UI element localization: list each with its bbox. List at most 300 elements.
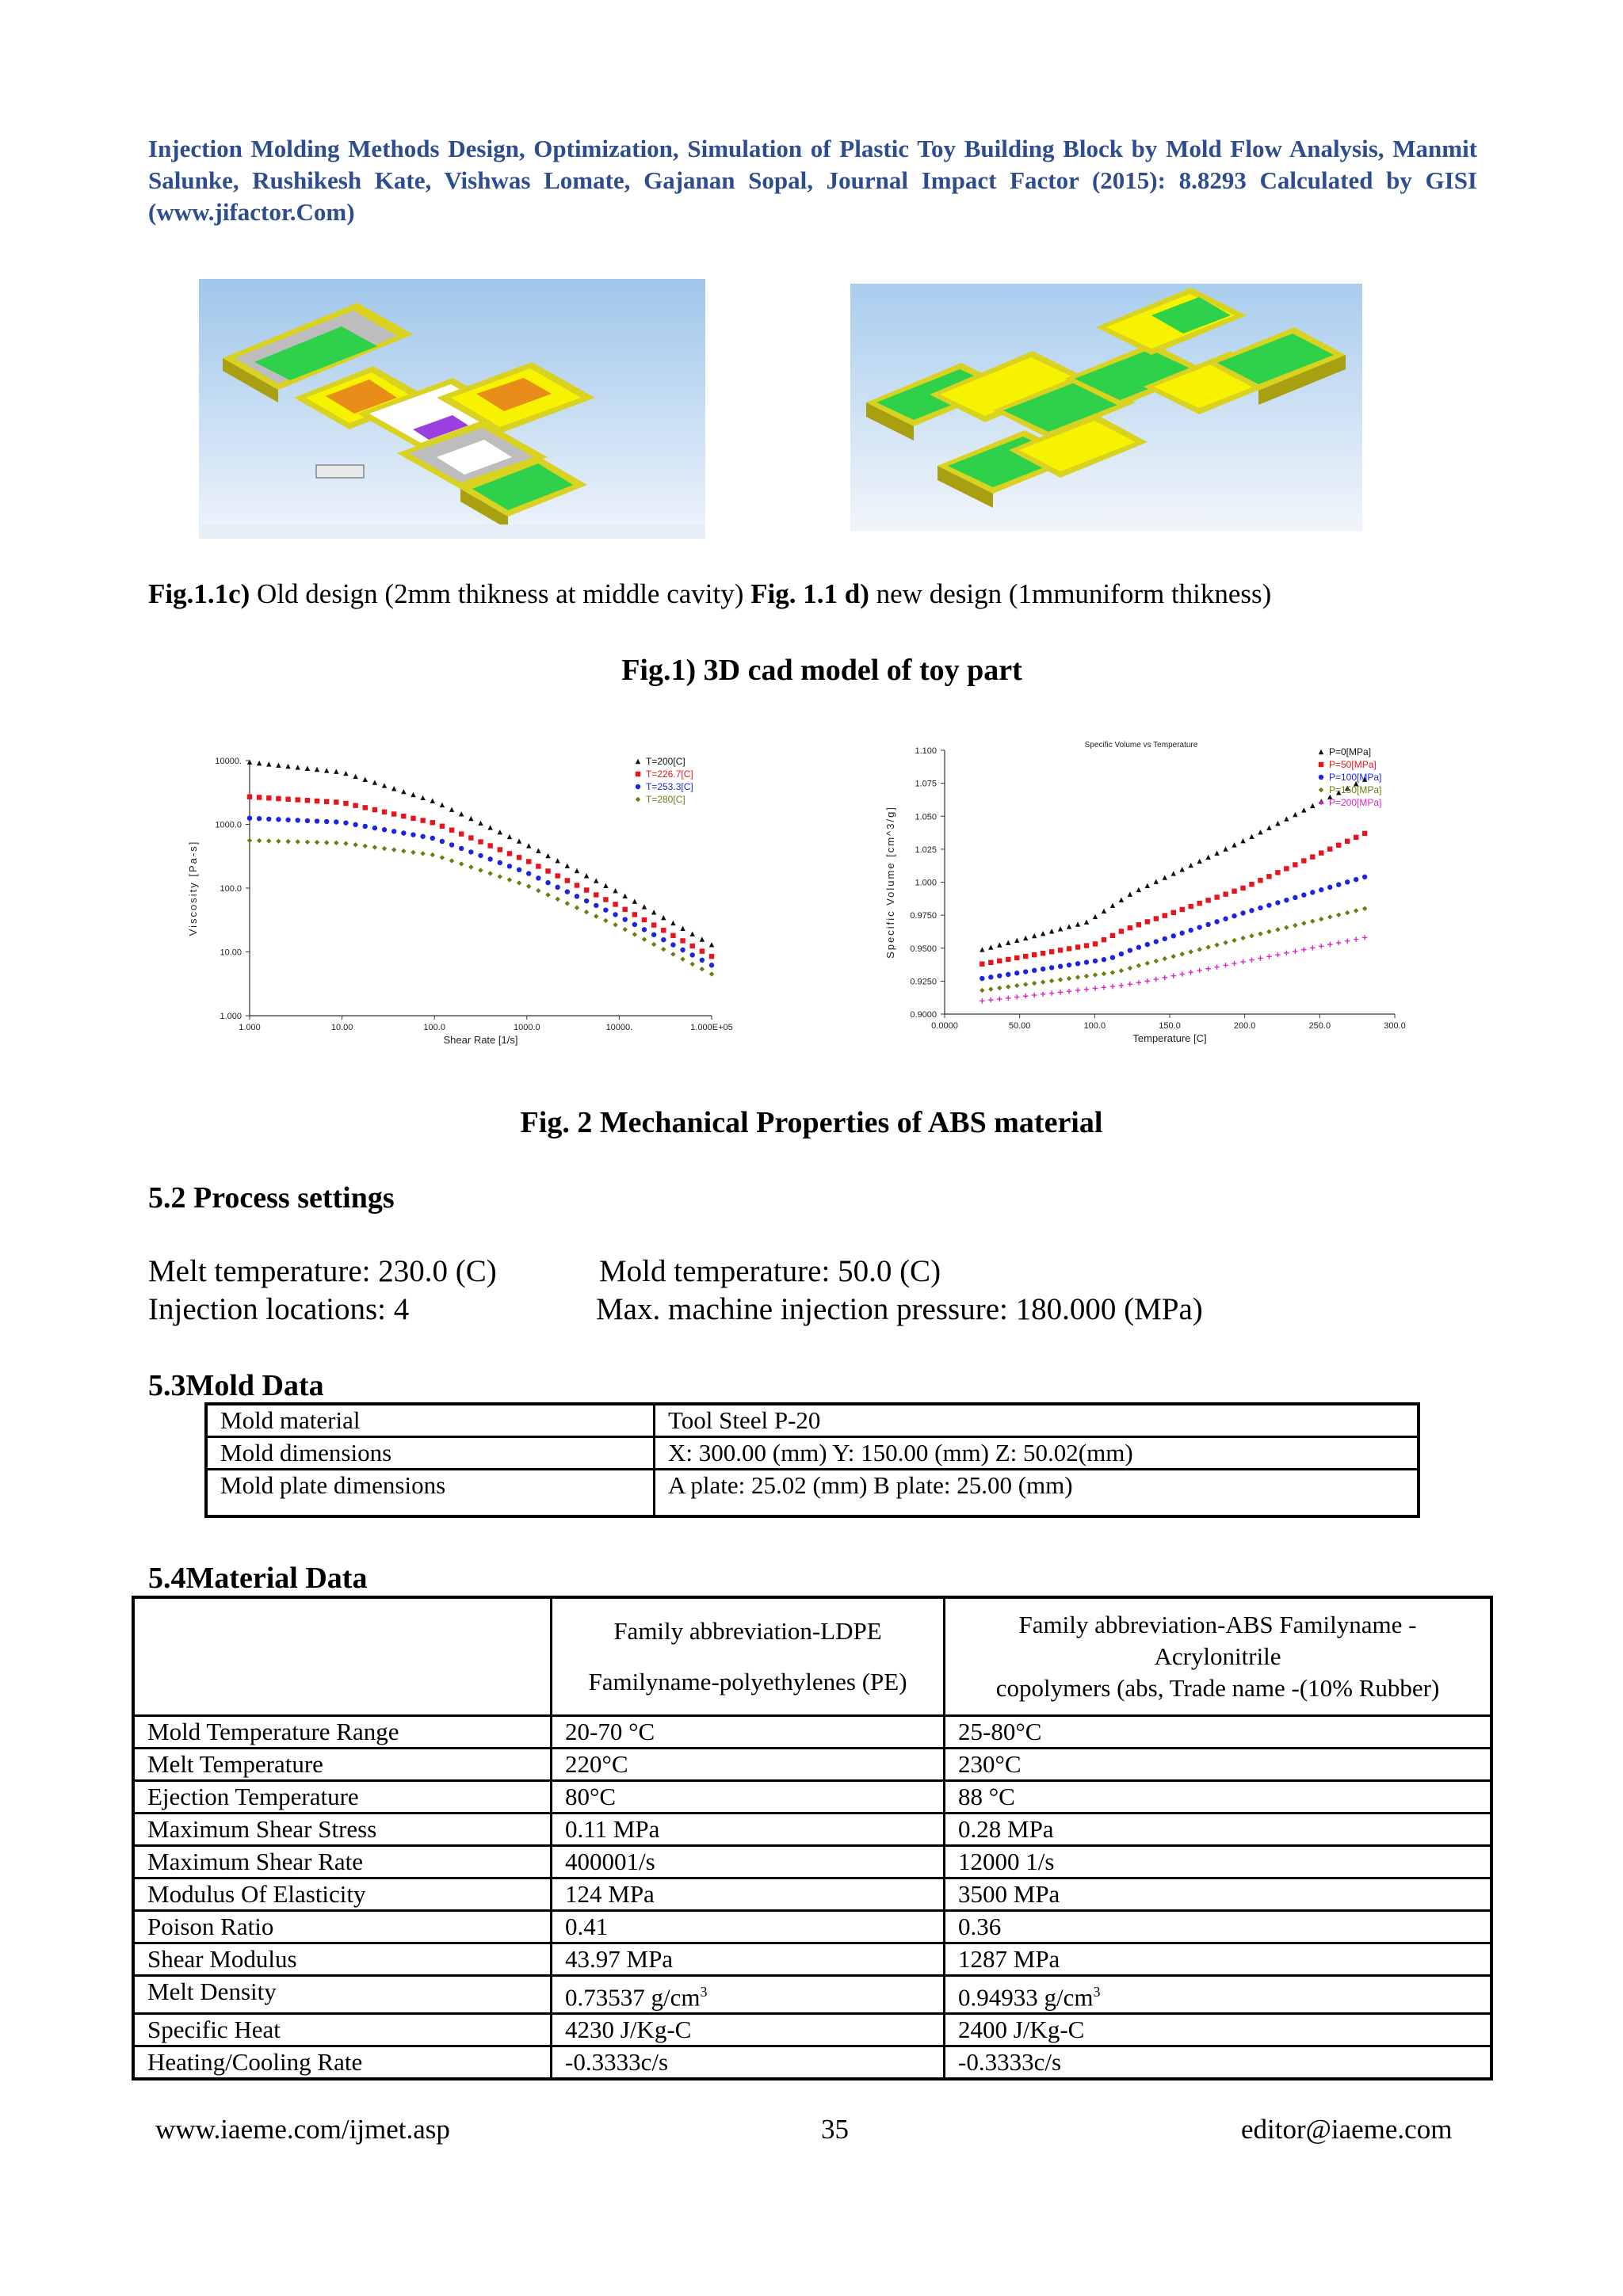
data-point — [1232, 842, 1236, 847]
data-point — [1327, 885, 1332, 890]
data-point — [1119, 929, 1124, 933]
table-cell: 88 °C — [945, 1781, 1492, 1814]
ldpe-header — [552, 1597, 945, 1716]
data-point — [670, 952, 675, 956]
data-point — [468, 864, 473, 869]
table-cell: Melt Density — [133, 1976, 552, 2014]
data-point — [1084, 919, 1089, 924]
footer-website: www.iaeme.com/ijmet.asp — [155, 2114, 450, 2145]
data-point — [1284, 816, 1289, 821]
data-point — [536, 875, 540, 880]
data-point — [988, 986, 993, 991]
data-point — [440, 824, 445, 829]
data-point — [680, 956, 685, 961]
data-point — [1319, 850, 1323, 855]
data-point — [680, 948, 685, 952]
data-point — [372, 807, 377, 812]
y-tick-label: 1000.0 — [215, 820, 242, 830]
mold-temperature: Mold temperature: 50.0 (C) — [599, 1254, 941, 1288]
data-point — [1336, 882, 1341, 887]
data-point — [1293, 949, 1297, 954]
table-cell: 230°C — [945, 1749, 1492, 1781]
data-point — [1336, 913, 1341, 917]
abs-header — [945, 1597, 1492, 1716]
data-point — [1075, 944, 1080, 949]
data-point — [1041, 979, 1045, 984]
data-point — [420, 851, 425, 856]
data-point — [1163, 913, 1167, 917]
table-row — [133, 1749, 1491, 1781]
table-cell: 0.28 MPa — [945, 1814, 1492, 1846]
data-point — [636, 784, 640, 789]
table-cell — [552, 1976, 945, 2014]
data-point — [459, 846, 464, 851]
data-point — [997, 973, 1002, 978]
data-point — [1180, 907, 1185, 912]
data-point — [1067, 946, 1071, 951]
data-point — [1110, 955, 1115, 959]
data-point — [1345, 910, 1350, 915]
data-point — [1136, 945, 1141, 950]
data-point — [1067, 924, 1071, 929]
y-tick-label: 10000. — [215, 757, 242, 766]
data-point — [1362, 935, 1367, 940]
data-point — [700, 948, 705, 953]
data-point — [459, 861, 464, 866]
data-point — [1240, 886, 1245, 891]
data-point — [382, 827, 387, 832]
table-cell: 43.97 MPa — [552, 1943, 945, 1976]
data-point — [391, 847, 396, 852]
data-point — [1232, 913, 1236, 918]
data-point — [285, 764, 290, 769]
data-point — [517, 838, 521, 843]
data-point — [1345, 839, 1350, 844]
data-point — [401, 849, 406, 853]
data-point — [1041, 992, 1045, 997]
data-point — [305, 798, 310, 803]
data-point — [296, 818, 300, 822]
data-point — [1214, 964, 1219, 969]
data-point — [363, 844, 368, 849]
data-point — [1275, 900, 1280, 905]
data-point — [1301, 892, 1306, 897]
data-point — [709, 971, 714, 976]
data-point — [1102, 937, 1106, 942]
data-point — [468, 816, 473, 821]
data-point — [526, 884, 531, 889]
data-point — [285, 818, 290, 822]
data-point — [1205, 967, 1210, 971]
data-point — [1023, 982, 1028, 986]
data-point — [1171, 933, 1176, 938]
data-point — [642, 927, 647, 932]
data-point — [1163, 956, 1167, 961]
table-cell: Poison Ratio — [133, 1911, 552, 1943]
x-tick-label: 100.0 — [423, 1023, 445, 1032]
data-point — [555, 873, 559, 878]
data-point — [575, 906, 579, 910]
table-cell: Ejection Temperature — [133, 1781, 552, 1814]
data-point — [1266, 929, 1271, 934]
data-point — [1188, 928, 1193, 933]
data-point — [536, 864, 540, 868]
data-point — [1180, 867, 1185, 871]
data-point — [1154, 916, 1159, 921]
table-cell: 4230 J/Kg-C — [552, 2014, 945, 2046]
data-point — [613, 888, 617, 893]
data-point — [1093, 941, 1098, 946]
data-point — [1275, 821, 1280, 826]
legend-entry: T=280[C] — [646, 794, 685, 805]
y-tick-label: 0.9000 — [910, 1010, 937, 1020]
data-point — [1110, 933, 1115, 938]
y-tick-label: 1.000 — [915, 878, 937, 888]
data-point — [661, 928, 666, 933]
data-point — [980, 998, 984, 1003]
data-point — [334, 769, 338, 774]
data-point — [603, 918, 608, 923]
data-point — [372, 845, 377, 849]
data-point — [487, 856, 492, 861]
data-point — [1032, 981, 1037, 986]
data-point — [1093, 959, 1098, 963]
data-point — [565, 863, 570, 868]
data-point — [353, 774, 357, 779]
series-4 — [980, 906, 1367, 994]
data-point — [353, 803, 357, 808]
data-point — [343, 801, 348, 806]
table-cell: 0.41 — [552, 1911, 945, 1943]
data-point — [1301, 807, 1306, 812]
data-point — [305, 840, 310, 845]
data-point — [1154, 977, 1159, 982]
series-2 — [980, 831, 1367, 967]
data-point — [1093, 972, 1098, 977]
data-point — [1188, 904, 1193, 909]
data-point — [988, 997, 993, 1002]
data-point — [1058, 926, 1063, 931]
data-point — [1023, 954, 1028, 959]
table-row — [133, 1716, 1491, 1749]
data-point — [257, 816, 262, 821]
data-point — [1180, 931, 1185, 936]
data-point — [545, 853, 550, 858]
data-point — [430, 836, 435, 841]
data-point — [1205, 944, 1210, 949]
data-point — [498, 847, 502, 852]
data-point — [411, 850, 415, 855]
data-point — [526, 871, 531, 875]
abs-header-line2: Acrylonitrile — [1154, 1642, 1281, 1670]
data-point — [980, 988, 984, 993]
data-point — [1240, 910, 1245, 915]
data-point — [420, 818, 425, 822]
y-tick-label: 1.000 — [220, 1012, 242, 1021]
data-point — [324, 799, 329, 804]
data-point — [670, 933, 675, 938]
table-cell: Mold material — [206, 1404, 655, 1437]
data-point — [1067, 989, 1071, 994]
max-injection-pressure: Max. machine injection pressure: 180.000 (MPa) — [596, 1292, 1203, 1326]
data-point — [1293, 812, 1297, 817]
data-point — [1154, 939, 1159, 944]
table-cell: Specific Heat — [133, 2014, 552, 2046]
data-point — [603, 897, 608, 902]
table-cell: -0.3333c/s — [552, 2046, 945, 2080]
data-point — [584, 873, 589, 878]
data-point — [1067, 976, 1071, 981]
data-point — [372, 826, 377, 830]
table-row — [133, 1911, 1491, 1943]
data-point — [1049, 978, 1054, 983]
x-tick-label: 0.0000 — [931, 1021, 958, 1031]
y-tick-label: 100.0 — [220, 884, 242, 894]
data-point — [1232, 961, 1236, 966]
data-point — [670, 942, 675, 947]
data-point — [1014, 955, 1019, 960]
data-point — [266, 761, 271, 766]
data-point — [391, 786, 396, 791]
data-point — [1354, 936, 1358, 941]
data-point — [1136, 980, 1141, 985]
specific-volume-chart — [880, 741, 1434, 1050]
data-point — [507, 864, 512, 868]
fig1-title: Fig.1) 3D cad model of toy part — [621, 654, 1022, 687]
data-point — [1049, 990, 1054, 995]
table-row — [133, 2014, 1491, 2046]
table-row — [133, 1878, 1491, 1911]
data-point — [1023, 969, 1028, 974]
data-point — [584, 898, 589, 903]
data-point — [1205, 855, 1210, 860]
data-point — [1049, 965, 1054, 970]
data-point — [1128, 891, 1132, 896]
data-point — [353, 822, 357, 827]
data-point — [1154, 959, 1159, 963]
data-point — [276, 817, 281, 822]
data-point — [1319, 917, 1323, 921]
data-point — [642, 917, 647, 922]
data-point — [1249, 882, 1254, 887]
data-point — [1258, 931, 1262, 936]
x-tick-label: 10.00 — [330, 1023, 353, 1032]
data-point — [1197, 925, 1201, 929]
data-point — [1110, 984, 1115, 989]
data-point — [632, 922, 637, 927]
data-point — [632, 932, 637, 936]
data-point — [575, 868, 579, 873]
x-axis-label: Temperature [C] — [1132, 1032, 1207, 1044]
data-point — [1145, 961, 1150, 966]
viscosity-chart — [182, 741, 769, 1050]
data-point — [1354, 835, 1358, 840]
data-point — [1084, 943, 1089, 948]
table-cell — [945, 1976, 1492, 2014]
data-point — [468, 849, 473, 854]
abs-density-value: 0.94933 g/cm — [958, 1983, 1094, 2012]
fig1c-label: Fig.1.1c) — [148, 578, 250, 609]
data-point — [1058, 948, 1063, 952]
data-point — [1249, 908, 1254, 913]
data-point — [1310, 945, 1315, 950]
data-point — [555, 858, 559, 863]
table-cell: 0.36 — [945, 1911, 1492, 1943]
data-point — [565, 901, 570, 906]
table-row — [133, 1846, 1491, 1878]
data-point — [1258, 906, 1262, 910]
data-point — [315, 799, 319, 803]
data-point — [1041, 967, 1045, 971]
data-point — [700, 967, 705, 971]
data-point — [1032, 933, 1037, 938]
table-cell: 2400 J/Kg-C — [945, 2014, 1492, 2046]
table-cell: 3500 MPa — [945, 1878, 1492, 1911]
data-point — [382, 846, 387, 851]
data-point — [997, 986, 1002, 990]
data-point — [247, 795, 252, 799]
data-point — [636, 797, 640, 802]
data-point — [1319, 762, 1323, 767]
process-settings-heading: 5.2 Process settings — [148, 1181, 395, 1215]
data-point — [487, 825, 492, 830]
table-cell: Mold dimensions — [206, 1437, 655, 1470]
data-point — [1301, 947, 1306, 952]
data-point — [276, 763, 281, 768]
data-point — [700, 958, 705, 963]
data-point — [324, 840, 329, 845]
data-point — [661, 947, 666, 952]
data-point — [988, 974, 993, 979]
data-point — [478, 821, 483, 826]
data-point — [988, 944, 993, 949]
data-point — [334, 819, 338, 824]
data-point — [1258, 830, 1262, 834]
data-point — [1266, 825, 1271, 830]
data-point — [1362, 875, 1367, 879]
superscript: 3 — [700, 1984, 708, 2000]
data-point — [1188, 949, 1193, 954]
data-point — [1128, 948, 1132, 952]
data-point — [1136, 922, 1141, 927]
data-point — [1284, 898, 1289, 902]
data-point — [449, 827, 454, 832]
data-point — [285, 797, 290, 802]
table-cell: Heating/Cooling Rate — [133, 2046, 552, 2080]
data-point — [1197, 901, 1201, 906]
table-row — [133, 2046, 1491, 2080]
data-point — [997, 959, 1002, 963]
data-point — [988, 960, 993, 965]
data-point — [420, 795, 425, 800]
table-header-row — [133, 1597, 1491, 1716]
table-cell: 220°C — [552, 1749, 945, 1781]
data-point — [517, 868, 521, 872]
data-point — [1293, 895, 1297, 900]
data-point — [266, 817, 271, 822]
table-cell: Mold plate dimensions — [206, 1470, 655, 1517]
data-point — [305, 766, 310, 771]
data-point — [507, 877, 512, 882]
data-point — [1093, 986, 1098, 990]
data-point — [680, 938, 685, 943]
data-point — [1041, 931, 1045, 936]
data-point — [478, 868, 483, 872]
cad-model-new-design-image — [850, 284, 1362, 531]
data-point — [613, 922, 617, 927]
data-point — [1319, 788, 1323, 792]
data-point — [622, 927, 627, 932]
data-point — [247, 815, 252, 820]
table-cell: 124 MPa — [552, 1878, 945, 1911]
data-point — [1180, 952, 1185, 956]
data-point — [1214, 894, 1219, 899]
data-point — [651, 910, 656, 914]
table-cell: 25-80°C — [945, 1716, 1492, 1749]
data-point — [1136, 887, 1141, 892]
data-point — [1110, 970, 1115, 974]
data-point — [1006, 957, 1010, 962]
data-point — [315, 818, 319, 823]
data-point — [1006, 995, 1010, 1000]
data-point — [1310, 919, 1315, 924]
data-point — [363, 805, 368, 810]
x-tick-label: 1000.0 — [513, 1023, 540, 1032]
data-point — [594, 892, 598, 897]
data-point — [690, 962, 695, 967]
y-tick-label: 1.075 — [915, 779, 937, 789]
data-point — [487, 871, 492, 875]
data-point — [411, 832, 415, 837]
data-point — [1110, 903, 1115, 908]
material-data-table — [132, 1596, 1493, 2081]
data-point — [1240, 936, 1245, 940]
data-point — [622, 907, 627, 912]
y-tick-label: 0.9750 — [910, 911, 937, 921]
data-point — [1223, 846, 1228, 851]
data-point — [1171, 973, 1176, 978]
data-point — [1006, 984, 1010, 989]
data-point — [1058, 964, 1063, 969]
data-point — [1258, 878, 1262, 883]
table-row — [133, 1976, 1491, 2014]
data-point — [1014, 938, 1019, 943]
data-point — [1058, 990, 1063, 994]
data-point — [1258, 955, 1262, 960]
data-point — [632, 912, 637, 917]
series-1 — [980, 776, 1367, 952]
data-point — [565, 878, 570, 883]
data-point — [1023, 936, 1028, 940]
data-point — [1327, 942, 1332, 947]
data-point — [670, 921, 675, 925]
data-point — [372, 780, 377, 784]
data-point — [1327, 846, 1332, 851]
data-point — [1119, 898, 1124, 902]
table-cell: 1287 MPa — [945, 1943, 1492, 1976]
data-point — [1128, 966, 1132, 971]
data-point — [334, 799, 338, 804]
table-cell: Maximum Shear Rate — [133, 1846, 552, 1878]
data-point — [642, 904, 647, 909]
x-tick-label: 1.000E+05 — [690, 1023, 733, 1032]
data-point — [545, 868, 550, 873]
data-point — [498, 830, 502, 834]
data-point — [555, 897, 559, 902]
table-cell: Shear Modulus — [133, 1943, 552, 1976]
data-point — [1232, 938, 1236, 943]
data-point — [603, 883, 608, 888]
